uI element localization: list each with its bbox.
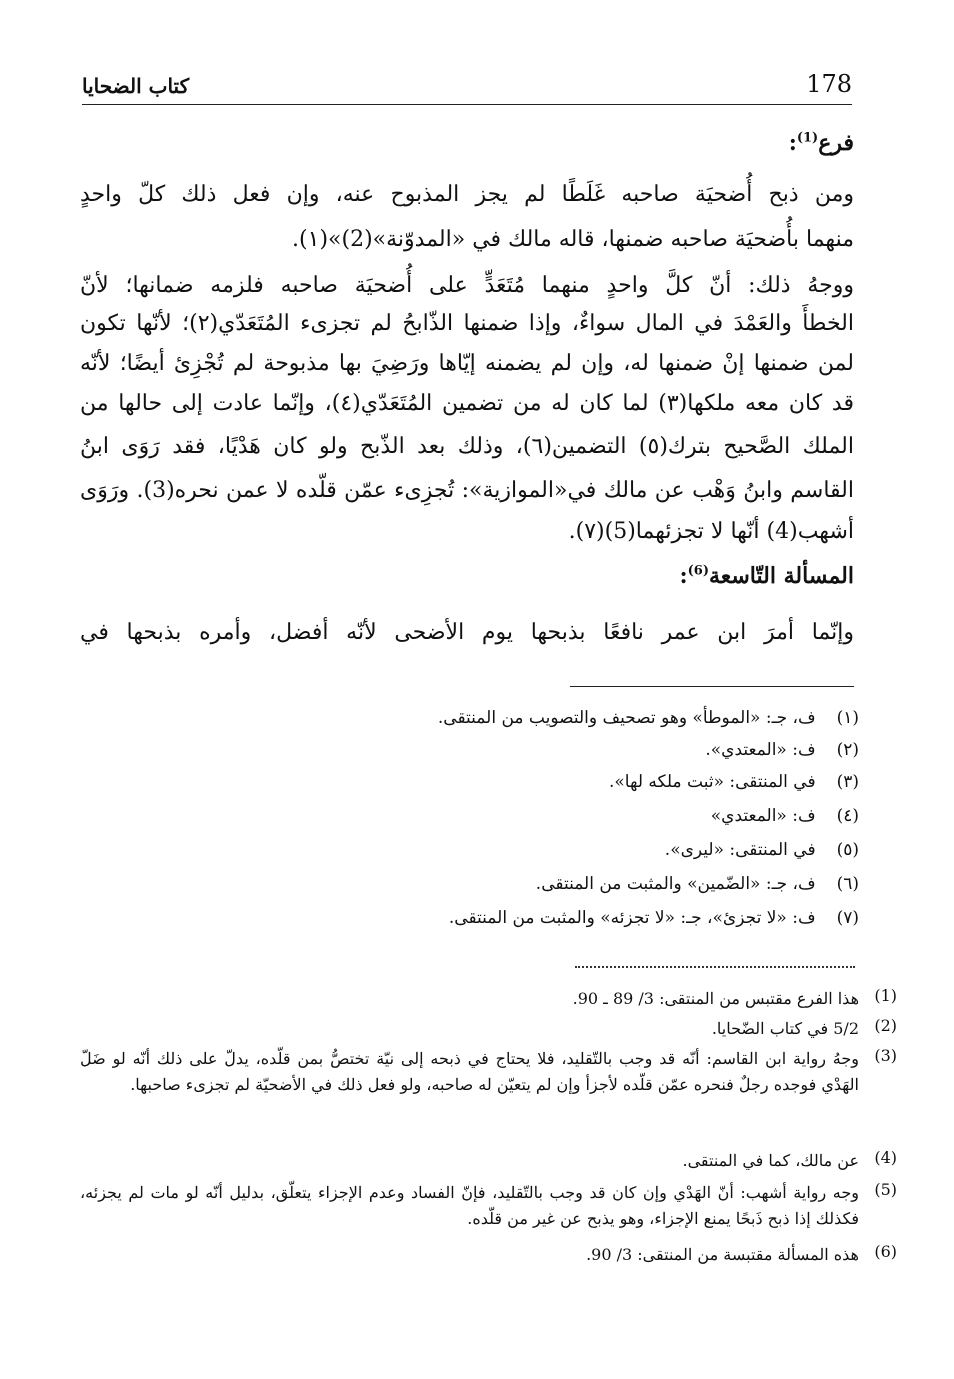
footnote-text: في المنتقى: «ليرى». bbox=[664, 840, 816, 860]
footnote-separator bbox=[570, 686, 854, 687]
footnote-number: (5) bbox=[874, 1180, 897, 1199]
footnote-number: (٤) bbox=[836, 806, 859, 826]
footnote-number: (1) bbox=[874, 986, 897, 1005]
footnote-text: هذا الفرع مقتبس من المنتقى: 3/ 89 ـ 90. bbox=[572, 989, 859, 1008]
footnote-text: هذه المسألة مقتبسة من المنتقى: 3/ 90. bbox=[586, 1245, 859, 1264]
footnote-text: ف: «المعتدي» bbox=[710, 806, 816, 826]
paragraph-line: ومن ذبح أُضحيَة صاحبه غَلَطًا لم يجز المذبوح عنه، وإن فعل ذلك كلّ واحدٍ bbox=[80, 182, 854, 207]
footnote-number: (١) bbox=[836, 708, 859, 728]
footnote-dotted-separator bbox=[575, 966, 855, 968]
heading-far-colon: : bbox=[788, 130, 797, 156]
paragraph-line: ووجهُ ذلك: أنّ كلَّ واحدٍ منهما مُتَعَدٍّ على أُضحيَة صاحبه فلزمه ضمانها؛ لأنّ bbox=[80, 273, 854, 298]
footnote bbox=[536, 874, 859, 894]
footnote bbox=[438, 708, 859, 728]
heading-far-text: فرع bbox=[818, 130, 854, 156]
footnote bbox=[449, 908, 859, 928]
footnote bbox=[80, 1046, 897, 1098]
footnote-number: (٥) bbox=[836, 840, 859, 860]
heading-far-mark: (1) bbox=[796, 130, 819, 146]
footnote bbox=[609, 772, 859, 792]
paragraph-line: القاسم وابنُ وَهْب عن مالك في«الموازية»: تُجزِىء عمّن قلّده لا عمن نحره(3). ورَوَى bbox=[80, 478, 854, 503]
footnote-text: ف، جـ: «الضّمين» والمثبت من المنتقى. bbox=[535, 874, 816, 894]
paragraph-line: منهما بأُضحيَة صاحبه ضمنها، قاله مالك في «المدوّنة»(2)»(١). bbox=[292, 227, 854, 252]
section-heading-masala bbox=[80, 563, 854, 589]
paragraph-line: لمن ضمنها إنْ ضمنها له، وإن لم يضمنه إيّاها ورَضِيَ بها مذبوحة لم تُجْزِئ أيضًا؛ لأنّه bbox=[80, 351, 854, 376]
footnote-text: ف: «المعتدي». bbox=[705, 740, 816, 760]
footnote-text: وجه رواية أشهب: أنّ الهَدْي وإن كان قد وجب بالتّقليد، فإنّ الفساد وعدم الإجزاء يتعلّق، بدليل أنّه لو مات لم يجزئه، فكذلك إذا ذبح ذَبحًا يمنع الإجزاء، وهو يذبح عن غير من قلّده. bbox=[80, 1183, 860, 1228]
footnote-text: ف، جـ: «الموطأ» وهو تصحيف والتصويب من المنتقى. bbox=[437, 708, 816, 728]
footnote-number: (2) bbox=[874, 1016, 897, 1035]
heading-masala-mark: (6) bbox=[687, 563, 709, 579]
footnote bbox=[80, 1148, 897, 1174]
footnote-number: (٦) bbox=[836, 874, 859, 894]
footnote bbox=[80, 1180, 897, 1232]
section-heading-far bbox=[80, 130, 854, 156]
footnote-text: وجهُ رواية ابن القاسم: أنّه قد وجب بالتّقليد، فلا يحتاج في ذبحه إلى نيّة تختصُّ بمن قلّده، يدلّ على ذلك أنّه لو ضَلّ الهَدْي فوجده رجلٌ فنحره عمّن قلّده لأجزأ وإن لم يتعيّن له صاحبه، ولو فعل ذلك في الأضحيّة لم تجزىء صاحبها. bbox=[80, 1049, 859, 1094]
page-header bbox=[82, 70, 852, 105]
heading-masala-text: المسألة التّاسعة bbox=[708, 563, 854, 589]
footnote-text: في المنتقى: «ثبت ملكه لها». bbox=[609, 772, 816, 792]
footnote bbox=[665, 840, 859, 860]
heading-masala-colon: : bbox=[679, 563, 688, 589]
footnote-number: (٧) bbox=[836, 908, 859, 928]
paragraph-line: قد كان معه ملكها(٣) لما كان له من تضمين المُتَعَدّي(٤)، وإنّما عادت إلى حالها من bbox=[80, 391, 854, 416]
paragraph-line: الملك الصَّحيح بترك(٥) التضمين(٦)، وذلك بعد الذّبح ولو كان هَدْيًا، فقد رَوَى ابنُ bbox=[80, 434, 854, 459]
footnote-number: (٢) bbox=[836, 740, 859, 760]
paragraph-line: أشهب(4) أنّها لا تجزئهما(5)(٧). bbox=[568, 519, 854, 544]
paragraph-line: وإنّما أمرَ ابن عمر نافعًا بذبحها يوم الأضحى لأنّه أفضل، وأمره بذبحها في bbox=[80, 620, 854, 645]
footnote bbox=[711, 806, 859, 826]
footnote-text: عن مالك، كما في المنتقى. bbox=[682, 1151, 859, 1170]
footnote-number: (٣) bbox=[836, 772, 859, 792]
running-head: كتاب الضحايا bbox=[82, 74, 190, 98]
footnote-text: 5/2 في كتاب الضّحايا. bbox=[711, 1019, 859, 1038]
paragraph-line: الخطأَ والعَمْدَ في المال سواءٌ، وإذا ضمنها الذّابحُ لم تجزىء المُتَعَدّي(٢)؛ لأنّها تكون bbox=[80, 311, 854, 336]
footnote bbox=[80, 1242, 897, 1268]
footnote bbox=[705, 740, 859, 760]
footnote-text: ف: «لا تجزئ»، جـ: «لا تجزئه» والمثبت من المنتقى. bbox=[448, 908, 816, 928]
page-number: 178 bbox=[806, 70, 852, 98]
footnote-number: (6) bbox=[874, 1242, 897, 1261]
footnote bbox=[80, 1016, 897, 1042]
footnote bbox=[80, 986, 897, 1012]
footnote-number: (4) bbox=[874, 1148, 897, 1167]
footnote-number: (3) bbox=[874, 1046, 897, 1065]
